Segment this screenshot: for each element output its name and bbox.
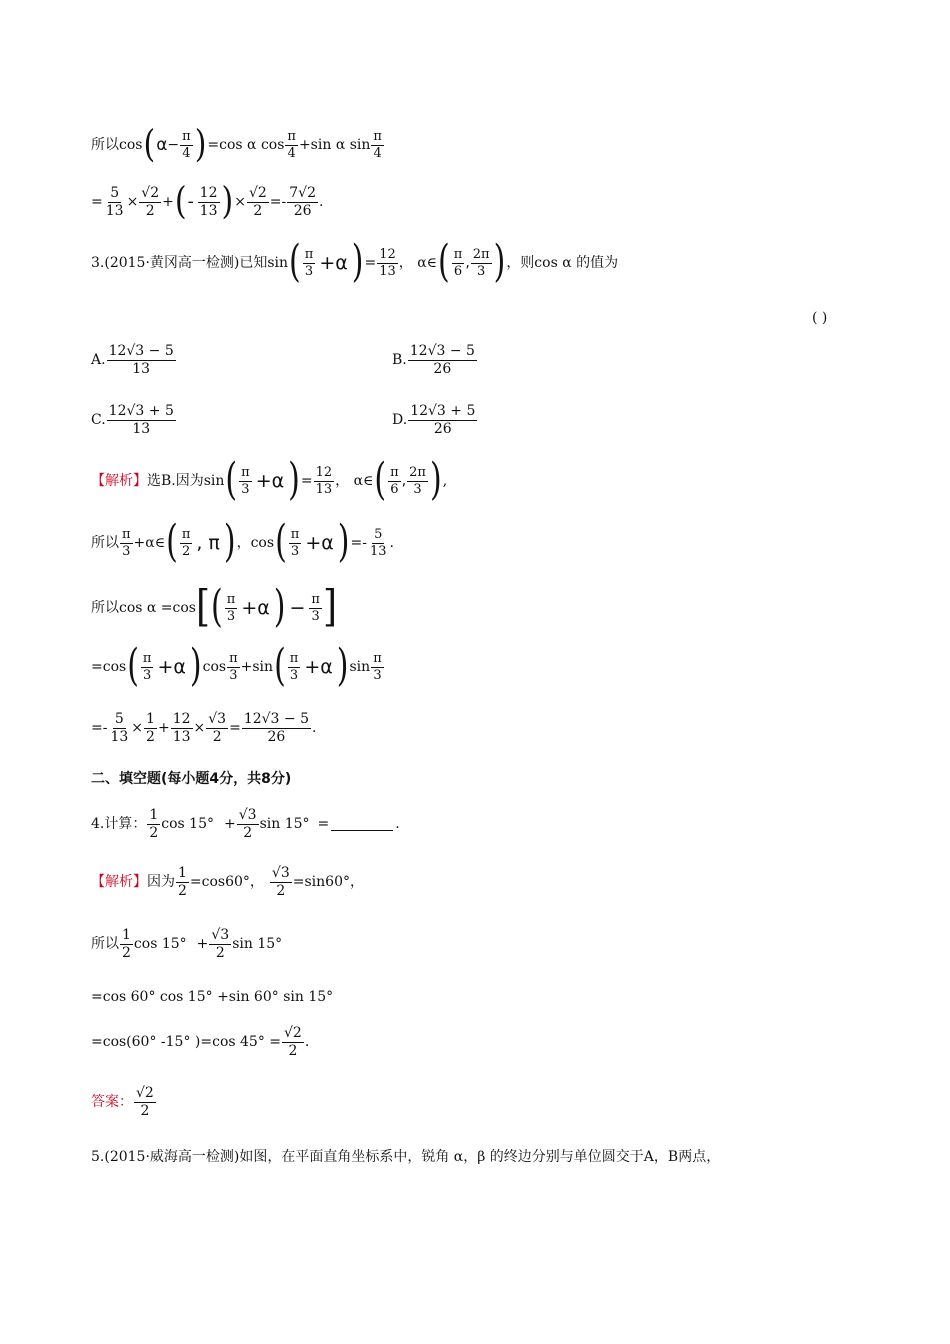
- solution-4-line-3: [91, 990, 333, 1004]
- text: ,: [442, 473, 448, 490]
- fraction: $\frac{√3}{2}$: [238, 807, 257, 841]
- text: =-: [91, 720, 108, 737]
- fraction: $\frac{\pi}{3}$: [142, 651, 152, 683]
- text: 选B.因为sin: [147, 473, 225, 490]
- fraction: $\frac{\pi}{3}$: [289, 651, 299, 683]
- fraction: $\frac{12√3 - 5}{26}$: [243, 711, 309, 745]
- solution-4-line-2: [91, 928, 282, 960]
- text: ，cos: [236, 535, 275, 552]
- fraction: $\frac{1}{2}$: [149, 807, 159, 841]
- fraction: $\frac{12}{13}$: [172, 711, 191, 745]
- text: =cos α cos: [207, 137, 285, 154]
- fraction: $\frac{\pi}{6}$: [390, 465, 399, 497]
- text: +α: [241, 596, 270, 619]
- left-paren: (: [274, 641, 286, 692]
- right-paren: ): [273, 581, 286, 633]
- fraction: $\frac{12√3 - 5}{13}$: [108, 343, 174, 377]
- text: +α: [157, 655, 186, 678]
- text: 所以: [91, 936, 119, 953]
- fraction: $\frac{12√3 - 5}{26}$: [409, 343, 475, 377]
- text: 所以cos α =cos: [91, 600, 196, 616]
- analysis-tag: 【解析】: [91, 473, 147, 490]
- solution-4-line-1: [91, 866, 364, 898]
- text: =: [229, 720, 241, 737]
- fraction: $\frac{2\pi}{3}$: [409, 465, 426, 497]
- question-5-stem: [91, 1150, 720, 1164]
- left-paren: (: [374, 455, 387, 506]
- derivation-line-1: [91, 122, 385, 167]
- left-paren: (: [289, 237, 301, 288]
- text: =cos 60° cos 15° +sin 60° sin 15°: [91, 989, 334, 1005]
- question-3-stem: [91, 237, 619, 288]
- right-paren: ): [336, 641, 349, 692]
- right-paren: ): [189, 641, 202, 692]
- fraction: $\frac{\pi}{4}$: [182, 129, 191, 161]
- text: +α: [305, 531, 334, 554]
- text: sin 15°: [232, 936, 283, 953]
- text: -: [187, 191, 194, 213]
- text: 所以: [91, 137, 119, 154]
- fraction: $\frac{√3}{2}$: [211, 927, 230, 961]
- text: sin 15°: [259, 816, 310, 833]
- text: ， α∈: [398, 255, 438, 272]
- text: +sin: [240, 659, 274, 676]
- text: cos: [202, 659, 227, 676]
- fraction: $\frac{12√3 + 5}{13}$: [108, 403, 174, 437]
- left-paren: (: [275, 517, 287, 568]
- text: ×: [193, 720, 206, 737]
- text: =-: [269, 194, 287, 211]
- solution-4-line-4: [91, 1026, 309, 1058]
- text: =: [300, 473, 313, 490]
- text: +: [157, 720, 170, 737]
- fraction: $\frac{1}{2}$: [178, 865, 187, 899]
- fraction: $\frac{√3}{2}$: [271, 865, 290, 899]
- fraction: $\frac{√2}{2}$: [141, 185, 160, 219]
- fraction: $\frac{12}{13}$: [379, 247, 396, 279]
- right-paren: ): [223, 517, 236, 568]
- text: 3.(2015·黄冈高一检测)已知sin: [91, 255, 289, 272]
- text: =: [364, 255, 377, 272]
- text: ×: [131, 720, 144, 737]
- left-paren: (: [438, 237, 450, 288]
- solution-3-line-3: [91, 581, 337, 633]
- text: −: [167, 137, 180, 154]
- text: ,: [465, 255, 470, 272]
- answer-label: 答案：: [91, 1094, 133, 1111]
- text: +α: [319, 251, 348, 274]
- left-paren: (: [143, 122, 156, 167]
- alpha-symbol: α: [156, 134, 168, 155]
- right-paren: ): [337, 517, 350, 568]
- solution-3-line-4: [91, 641, 385, 692]
- answer-line: [91, 1086, 157, 1118]
- text: .: [319, 194, 324, 211]
- solution-3-line-1: [91, 455, 448, 506]
- fraction: $\frac{7√2}{26}$: [289, 185, 316, 219]
- text: +α∈: [133, 535, 166, 552]
- left-paren: (: [166, 517, 178, 568]
- option-d: D. $\frac{12√3 + 5}{26}$: [392, 403, 476, 437]
- answer-paren: ( ): [812, 310, 828, 326]
- text: =cos: [91, 659, 127, 676]
- text: =: [317, 816, 330, 833]
- fraction: $\frac{\pi}{3}$: [229, 651, 238, 683]
- fraction: $\frac{√2}{2}$: [248, 185, 267, 219]
- fraction: $\frac{5}{13}$: [105, 185, 124, 219]
- text: =-: [350, 535, 367, 552]
- fraction: $\frac{\pi}{3}$: [311, 591, 320, 624]
- text: 因为: [147, 874, 175, 891]
- right-paren: ): [429, 455, 442, 506]
- text: ,: [401, 473, 407, 490]
- option-c: C. $\frac{12√3 + 5}{13}$: [91, 403, 174, 437]
- left-bracket: [: [196, 582, 211, 632]
- text: +: [224, 816, 236, 833]
- fraction: $\frac{1}{2}$: [122, 927, 131, 961]
- right-paren: ): [351, 237, 364, 288]
- text: .: [395, 816, 400, 833]
- derivation-line-2: [91, 179, 324, 224]
- text: ×: [126, 194, 139, 211]
- option-a: A. $\frac{12√3 - 5}{13}$: [91, 343, 174, 377]
- fraction: $\frac{\pi}{2}$: [181, 527, 191, 559]
- right-paren: ): [194, 122, 207, 167]
- text: +: [196, 936, 209, 953]
- text: ， α∈: [335, 473, 374, 490]
- fraction: $\frac{√3}{2}$: [208, 711, 227, 745]
- text: cos 15°: [161, 816, 214, 833]
- fraction: $\frac{12}{13}$: [315, 465, 333, 497]
- fraction: $\frac{12}{13}$: [199, 185, 218, 219]
- fraction: $\frac{√2}{2}$: [284, 1025, 302, 1059]
- left-paren: (: [127, 641, 139, 692]
- solution-3-line-2: [91, 517, 394, 568]
- text: +α: [255, 469, 285, 492]
- text: π: [208, 531, 220, 554]
- fraction: $\frac{2\pi}{3}$: [472, 247, 490, 279]
- text: ×: [234, 194, 246, 211]
- fraction: $\frac{\pi}{3}$: [226, 591, 236, 624]
- text: ,: [196, 531, 203, 554]
- text: =cos60°，: [189, 874, 264, 891]
- solution-3-line-5: [91, 712, 316, 744]
- right-paren: ): [288, 455, 300, 506]
- fraction: $\frac{√2}{2}$: [136, 1085, 154, 1119]
- fraction: $\frac{\pi}{6}$: [453, 247, 463, 279]
- fraction: $\frac{\pi}{4}$: [287, 129, 296, 161]
- analysis-tag: 【解析】: [91, 874, 147, 891]
- text: =cos(60° -15° )=cos 45° =: [91, 1034, 281, 1051]
- fraction: $\frac{\pi}{4}$: [373, 129, 382, 161]
- text: cos: [119, 137, 143, 154]
- text: −: [289, 596, 306, 619]
- text: .: [312, 720, 317, 737]
- fill-in-blank: [331, 818, 393, 831]
- left-paren: (: [225, 455, 238, 506]
- right-paren: ): [221, 179, 234, 224]
- text: 所以: [91, 535, 119, 552]
- text: 4.计算：: [91, 816, 147, 833]
- right-paren: ): [493, 237, 506, 288]
- fraction: $\frac{5}{13}$: [369, 527, 387, 559]
- fraction: $\frac{\pi}{3}$: [304, 247, 314, 279]
- fraction: $\frac{1}{2}$: [146, 711, 155, 745]
- section-heading: 二、填空题(每小题4分，共8分): [91, 771, 292, 787]
- text: =: [91, 194, 103, 211]
- fraction: $\frac{\pi}{3}$: [241, 465, 250, 497]
- question-4-stem: [91, 808, 400, 840]
- left-paren: (: [211, 581, 223, 633]
- text: .: [304, 1034, 310, 1051]
- left-paren: (: [174, 179, 187, 224]
- text: =sin60°，: [292, 874, 364, 891]
- text: +: [162, 194, 174, 211]
- text: cos 15°: [133, 936, 187, 953]
- text: 5.(2015·威海高一检测)如图，在平面直角坐标系中，锐角 α，β 的终边分别与单位圆交于A，B两点，: [91, 1149, 721, 1165]
- fraction: $\frac{\pi}{3}$: [122, 527, 131, 559]
- right-bracket: ]: [322, 582, 337, 632]
- text: +α: [304, 655, 333, 678]
- text: sin: [349, 659, 371, 676]
- text: +sin α sin: [298, 137, 371, 154]
- text: .: [389, 535, 394, 552]
- text: ，则cos α 的值为: [506, 255, 619, 272]
- fraction: $\frac{12√3 + 5}{26}$: [410, 403, 476, 437]
- fraction: $\frac{\pi}{3}$: [290, 527, 300, 559]
- fraction: $\frac{\pi}{3}$: [373, 651, 382, 683]
- option-b: B. $\frac{12√3 - 5}{26}$: [392, 343, 475, 377]
- fraction: $\frac{5}{13}$: [110, 711, 129, 745]
